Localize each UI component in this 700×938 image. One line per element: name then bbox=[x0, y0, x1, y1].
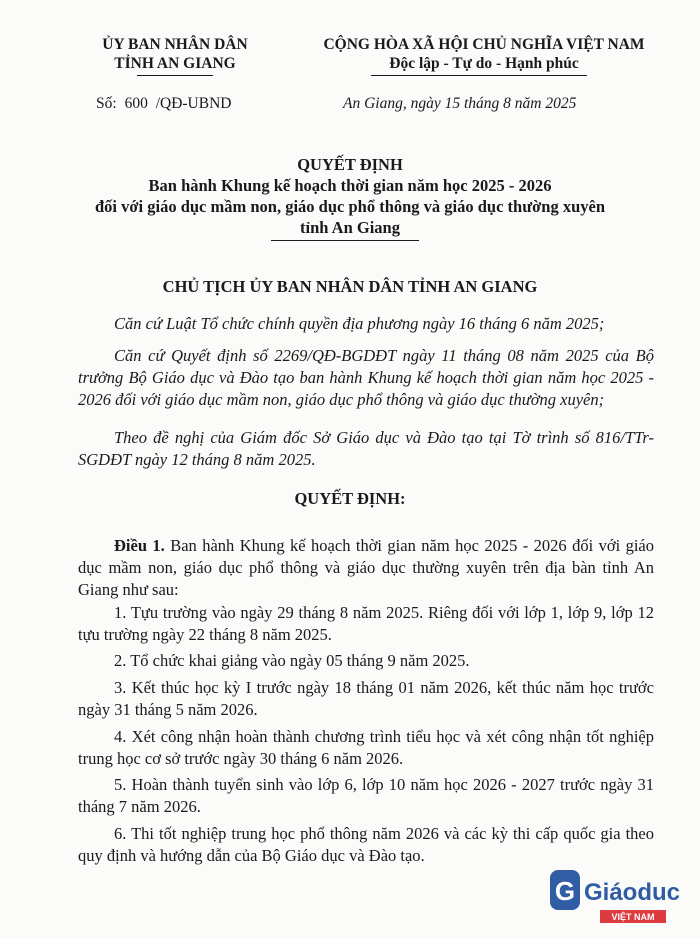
list-item bbox=[78, 774, 654, 818]
motto-underline bbox=[371, 75, 587, 76]
list-item-text: 6. Thi tốt nghiệp trung học phổ thông năm 2026 và các kỳ thi cấp quốc gia theo quy định và hướng dẫn của Bộ Giáo dục và Đào tạo. bbox=[78, 824, 654, 865]
issuing-authority: CHỦ TỊCH ỦY BAN NHÂN DÂN TỈNH AN GIANG bbox=[162, 277, 538, 296]
article-1-text: Ban hành Khung kế hoạch thời gian năm học 2025 - 2026 đối với giáo dục mầm non, giáo dục phổ thông và giáo dục thường xuyên trên địa bàn tỉnh An Giang như sau: bbox=[78, 536, 654, 599]
article-1 bbox=[78, 535, 654, 601]
agency-province: TỈNH AN GIANG bbox=[114, 55, 236, 72]
list-item bbox=[78, 677, 654, 721]
list-item bbox=[78, 602, 654, 646]
document-type: QUYẾT ĐỊNH bbox=[297, 155, 403, 174]
list-item bbox=[78, 726, 654, 770]
logo-sub-text: VIỆT NAM bbox=[611, 912, 655, 922]
title-line-1: Ban hành Khung kế hoạch thời gian năm học 2025 - 2026 bbox=[148, 176, 552, 195]
basis-3 bbox=[78, 427, 654, 471]
list-item-text: 3. Kết thúc học kỳ I trước ngày 18 tháng 01 năm 2026, kết thúc năm học trước ngày 31 tháng 5 năm 2026. bbox=[78, 678, 654, 719]
logo-brand-text: Giáoduc bbox=[584, 879, 681, 906]
basis-2 bbox=[78, 345, 654, 411]
article-1-label: Điều 1. bbox=[114, 536, 165, 555]
basis-3-text: Theo đề nghị của Giám đốc Sở Giáo dục và Đào tạo tại Tờ trình số 816/TTr-SGDĐT ngày 12 tháng 8 năm 2025. bbox=[78, 428, 654, 469]
giaoduc-watermark-logo bbox=[548, 866, 694, 930]
number-value: 600 bbox=[124, 95, 148, 112]
republic-title: CỘNG HÒA XÃ HỘI CHỦ NGHĨA VIỆT NAM bbox=[323, 36, 645, 53]
list-item-text: 5. Hoàn thành tuyển sinh vào lớp 6, lớp 10 năm học 2026 - 2027 trước ngày 31 tháng 7 năm 2026. bbox=[78, 775, 654, 816]
title-line-2: đối với giáo dục mầm non, giáo dục phổ thông và giáo dục thường xuyên bbox=[95, 197, 605, 216]
list-item-text: 2. Tổ chức khai giảng vào ngày 05 tháng 9 năm 2025. bbox=[114, 651, 470, 670]
basis-2-text: Căn cứ Quyết định số 2269/QĐ-BGDĐT ngày 11 tháng 08 năm 2025 của Bộ trưởng Bộ Giáo dục và Đào tạo ban hành Khung kế hoạch thời gian năm học 2025 - 2026 đối với giáo dục mầm non, giáo dục phổ thông và giáo dục thường xuyên; bbox=[78, 346, 654, 409]
list-item bbox=[78, 650, 654, 672]
list-item bbox=[78, 823, 654, 867]
decision-number bbox=[96, 95, 231, 113]
list-item-text: 4. Xét công nhận hoàn thành chương trình tiểu học và xét công nhận tốt nghiệp trung học cơ sở trước ngày 30 tháng 6 năm 2026. bbox=[78, 727, 654, 768]
place-date: An Giang, ngày 15 tháng 8 năm 2025 bbox=[343, 95, 577, 112]
number-suffix: /QĐ-UBND bbox=[155, 95, 232, 112]
agency-name: ỦY BAN NHÂN DÂN bbox=[102, 36, 248, 53]
decision-heading: QUYẾT ĐỊNH: bbox=[294, 489, 406, 508]
national-motto: Độc lập - Tự do - Hạnh phúc bbox=[389, 55, 579, 72]
agency-underline bbox=[137, 75, 213, 76]
basis-1-text: Căn cứ Luật Tổ chức chính quyền địa phương ngày 16 tháng 6 năm 2025; bbox=[114, 314, 605, 333]
number-prefix: Số: bbox=[96, 95, 117, 112]
list-item-text: 1. Tựu trường vào ngày 29 tháng 8 năm 2025. Riêng đối với lớp 1, lớp 9, lớp 12 tựu trường ngày 22 tháng 8 năm 2025. bbox=[78, 603, 654, 644]
title-underline bbox=[271, 240, 419, 241]
logo-initial: G bbox=[554, 876, 576, 906]
basis-1 bbox=[78, 313, 654, 335]
title-line-3: tỉnh An Giang bbox=[300, 218, 400, 237]
